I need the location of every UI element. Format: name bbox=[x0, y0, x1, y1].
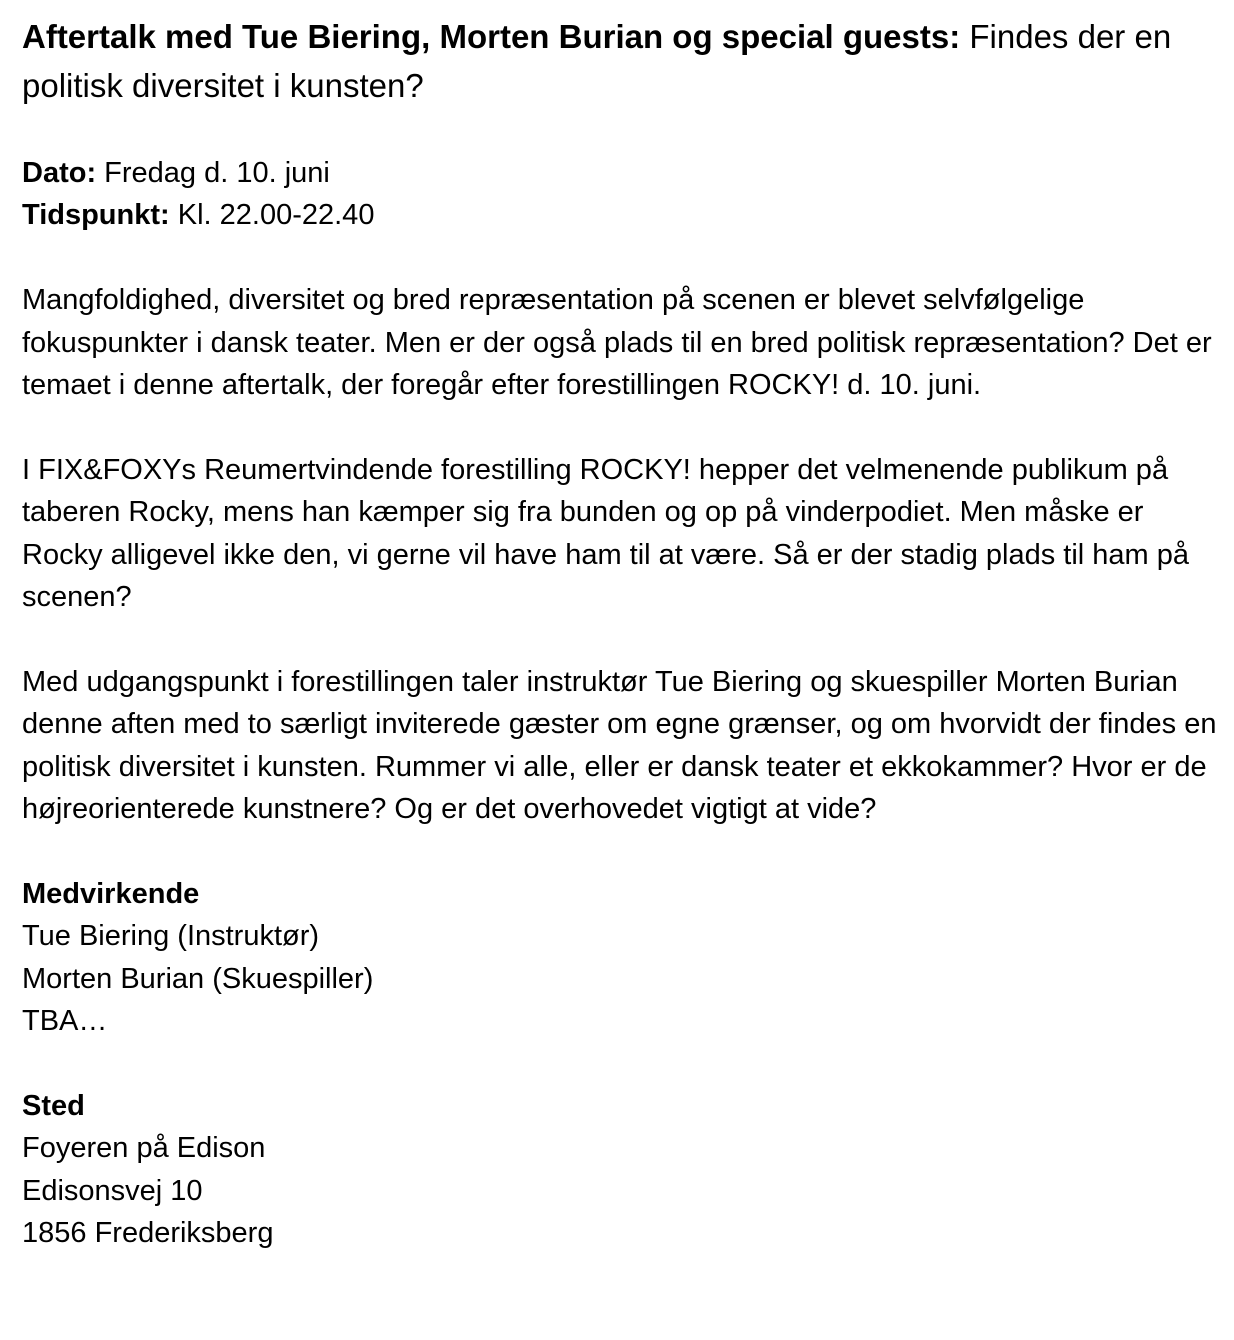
topic-paragraph: Med udgangspunkt i forestillingen taler instruktør Tue Biering og skuespiller Morten Burian denne aften med to særligt inviterede gæster om egne grænser, og om hvorvidt der findes en politisk diversitet i kunsten. Rummer vi alle, eller er dansk teater et ekkokammer? Hvor er de højreorienterede kunstnere? Og er det overhovedet vigtigt at vide? bbox=[22, 665, 1217, 826]
spacer bbox=[22, 830, 1222, 872]
intro-paragraph: Mangfoldighed, diversitet og bred repræsentation på scenen er blevet selvfølgelige fokuspunkter i dansk teater. Men er der også plads til en bred politisk repræsentation? Det er temaet i denne aftertalk, der foregår efter forestillingen ROCKY! d. 10. juni. bbox=[22, 284, 1212, 402]
venue-city: 1856 Frederiksberg bbox=[22, 1217, 274, 1250]
spacer bbox=[22, 237, 1222, 279]
time-label: Tidspunkt: bbox=[22, 199, 170, 232]
event-headline bbox=[22, 12, 1222, 110]
participant-item: TBA… bbox=[22, 1005, 108, 1038]
venue-heading: Sted bbox=[22, 1089, 85, 1122]
date-line bbox=[22, 152, 1222, 194]
date-label: Dato: bbox=[22, 157, 97, 189]
headline-bold: Aftertalk med Tue Biering, Morten Burian og special guests: bbox=[22, 18, 961, 55]
venue-street: Edisonsvej 10 bbox=[22, 1174, 203, 1207]
participant-item: Tue Biering (Instruktør) bbox=[22, 920, 320, 953]
spacer bbox=[22, 110, 1222, 152]
date-value: Fredag d. 10. juni bbox=[96, 157, 330, 189]
event-description bbox=[22, 12, 1222, 1254]
rocky-paragraph: I FIX&FOXYs Reumertvindende forestilling ROCKY! hepper det velmenende publikum på taberen Rocky, mens han kæmper sig fra bunden og op på vinderpodiet. Men måske er Rocky alligevel ikke den, vi gerne vil have ham til at være. Så er der stadig plads til ham på scenen? bbox=[22, 453, 1190, 614]
participant-item: Morten Burian (Skuespiller) bbox=[22, 962, 374, 995]
spacer bbox=[22, 618, 1222, 660]
time-value: Kl. 22.00-22.40 bbox=[169, 199, 375, 232]
spacer bbox=[22, 1042, 1222, 1084]
spacer bbox=[22, 406, 1222, 448]
headline-rest: Findes der en politisk diversitet i kunsten? bbox=[22, 18, 1172, 104]
venue-name: Foyeren på Edison bbox=[22, 1132, 266, 1165]
time-line bbox=[22, 194, 1222, 236]
participants-heading: Medvirkende bbox=[22, 877, 200, 910]
